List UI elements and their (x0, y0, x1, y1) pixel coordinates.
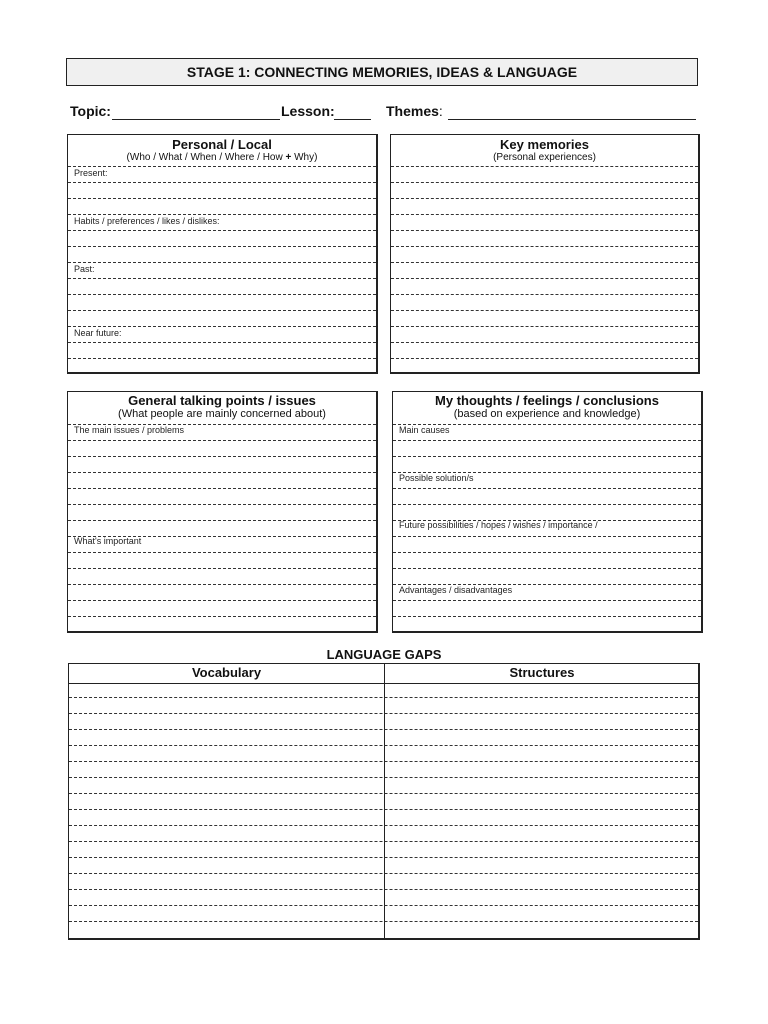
writing-line[interactable] (68, 584, 376, 585)
language-gaps-title: LANGUAGE GAPS (326, 647, 442, 662)
vocabulary-header: Vocabulary (191, 665, 262, 680)
writing-line[interactable] (391, 278, 698, 279)
writing-line[interactable] (68, 166, 376, 167)
general-talking-points-title: General talking points / issues (128, 393, 316, 408)
my-thoughts-box (392, 391, 703, 633)
topic-label: Topic: (70, 103, 111, 119)
writing-line[interactable] (69, 873, 698, 874)
writing-line[interactable] (69, 825, 698, 826)
writing-line[interactable] (68, 552, 376, 553)
writing-line[interactable] (68, 488, 376, 489)
personal-local-subtitle: (Who / What / When / Where / How + Why) (126, 152, 318, 163)
writing-line[interactable] (391, 230, 698, 231)
lesson-label: Lesson: (281, 103, 335, 119)
writing-line[interactable] (68, 230, 376, 231)
writing-line[interactable] (391, 262, 698, 263)
writing-line[interactable] (391, 166, 698, 167)
writing-line[interactable] (391, 310, 698, 311)
writing-line[interactable] (393, 536, 701, 537)
writing-line[interactable] (391, 246, 698, 247)
writing-line[interactable] (69, 857, 698, 858)
writing-line[interactable] (69, 841, 698, 842)
writing-line[interactable] (393, 552, 701, 553)
writing-line[interactable] (68, 310, 376, 311)
writing-line[interactable] (69, 921, 698, 922)
general-talking-points-box (67, 391, 378, 633)
writing-line[interactable] (393, 600, 701, 601)
writing-line[interactable] (68, 600, 376, 601)
writing-line[interactable] (69, 761, 698, 762)
column-divider (384, 664, 385, 938)
writing-line[interactable] (68, 246, 376, 247)
general-talking-points-subtitle: (What people are mainly concerned about) (118, 408, 326, 420)
writing-line[interactable] (68, 520, 376, 521)
writing-line[interactable] (393, 616, 701, 617)
personal-local-box (67, 134, 378, 374)
writing-line[interactable] (393, 488, 701, 489)
key-memories-subtitle: (Personal experiences) (493, 152, 596, 163)
writing-line[interactable] (393, 440, 701, 441)
near-future-label: Near future: (74, 328, 122, 338)
writing-line[interactable] (393, 568, 701, 569)
advantages-label: Advantages / disadvantages (399, 585, 513, 595)
writing-line[interactable] (69, 889, 698, 890)
writing-line[interactable] (68, 262, 376, 263)
past-label: Past: (74, 264, 95, 274)
writing-line[interactable] (391, 182, 698, 183)
writing-line[interactable] (391, 198, 698, 199)
key-memories-box (390, 134, 700, 374)
language-gaps-table (68, 663, 700, 940)
writing-line[interactable] (68, 456, 376, 457)
writing-line[interactable] (69, 809, 698, 810)
writing-line[interactable] (68, 182, 376, 183)
whats-important-label: What's important (74, 536, 142, 546)
writing-line[interactable] (391, 358, 698, 359)
writing-line[interactable] (391, 214, 698, 215)
future-possibilities-label: Future possibilities / hopes / wishes / importance / (399, 520, 598, 530)
writing-line[interactable] (68, 342, 376, 343)
writing-line[interactable] (393, 456, 701, 457)
habits-label: Habits / preferences / likes / dislikes: (74, 216, 220, 226)
writing-line[interactable] (68, 504, 376, 505)
writing-line[interactable] (68, 198, 376, 199)
writing-line[interactable] (68, 294, 376, 295)
themes-label: Themes: (386, 103, 443, 119)
writing-line[interactable] (68, 358, 376, 359)
present-label: Present: (74, 168, 108, 178)
writing-line[interactable] (69, 905, 698, 906)
themes-field[interactable] (448, 119, 696, 120)
writing-line[interactable] (68, 326, 376, 327)
personal-local-title: Personal / Local (172, 137, 272, 152)
writing-line[interactable] (391, 326, 698, 327)
lesson-field[interactable] (334, 119, 371, 120)
page-title: STAGE 1: CONNECTING MEMORIES, IDEAS & LANGUAGE (66, 58, 698, 86)
writing-line[interactable] (393, 504, 701, 505)
writing-line[interactable] (68, 568, 376, 569)
main-issues-label: The main issues / problems (74, 425, 185, 435)
my-thoughts-title: My thoughts / feelings / conclusions (435, 393, 659, 408)
writing-line[interactable] (69, 697, 698, 698)
writing-line[interactable] (68, 472, 376, 473)
key-memories-title: Key memories (500, 137, 589, 152)
writing-line[interactable] (68, 616, 376, 617)
writing-line[interactable] (391, 342, 698, 343)
writing-line[interactable] (69, 713, 698, 714)
possible-solutions-label: Possible solution/s (399, 473, 474, 483)
writing-line[interactable] (69, 729, 698, 730)
writing-line[interactable] (69, 777, 698, 778)
writing-line[interactable] (69, 793, 698, 794)
writing-line[interactable] (68, 440, 376, 441)
structures-header: Structures (509, 665, 575, 680)
main-causes-label: Main causes (399, 425, 450, 435)
writing-line[interactable] (391, 294, 698, 295)
my-thoughts-subtitle: (based on experience and knowledge) (453, 408, 641, 420)
topic-field[interactable] (112, 119, 280, 120)
writing-line[interactable] (68, 278, 376, 279)
writing-line[interactable] (69, 745, 698, 746)
writing-line[interactable] (68, 214, 376, 215)
